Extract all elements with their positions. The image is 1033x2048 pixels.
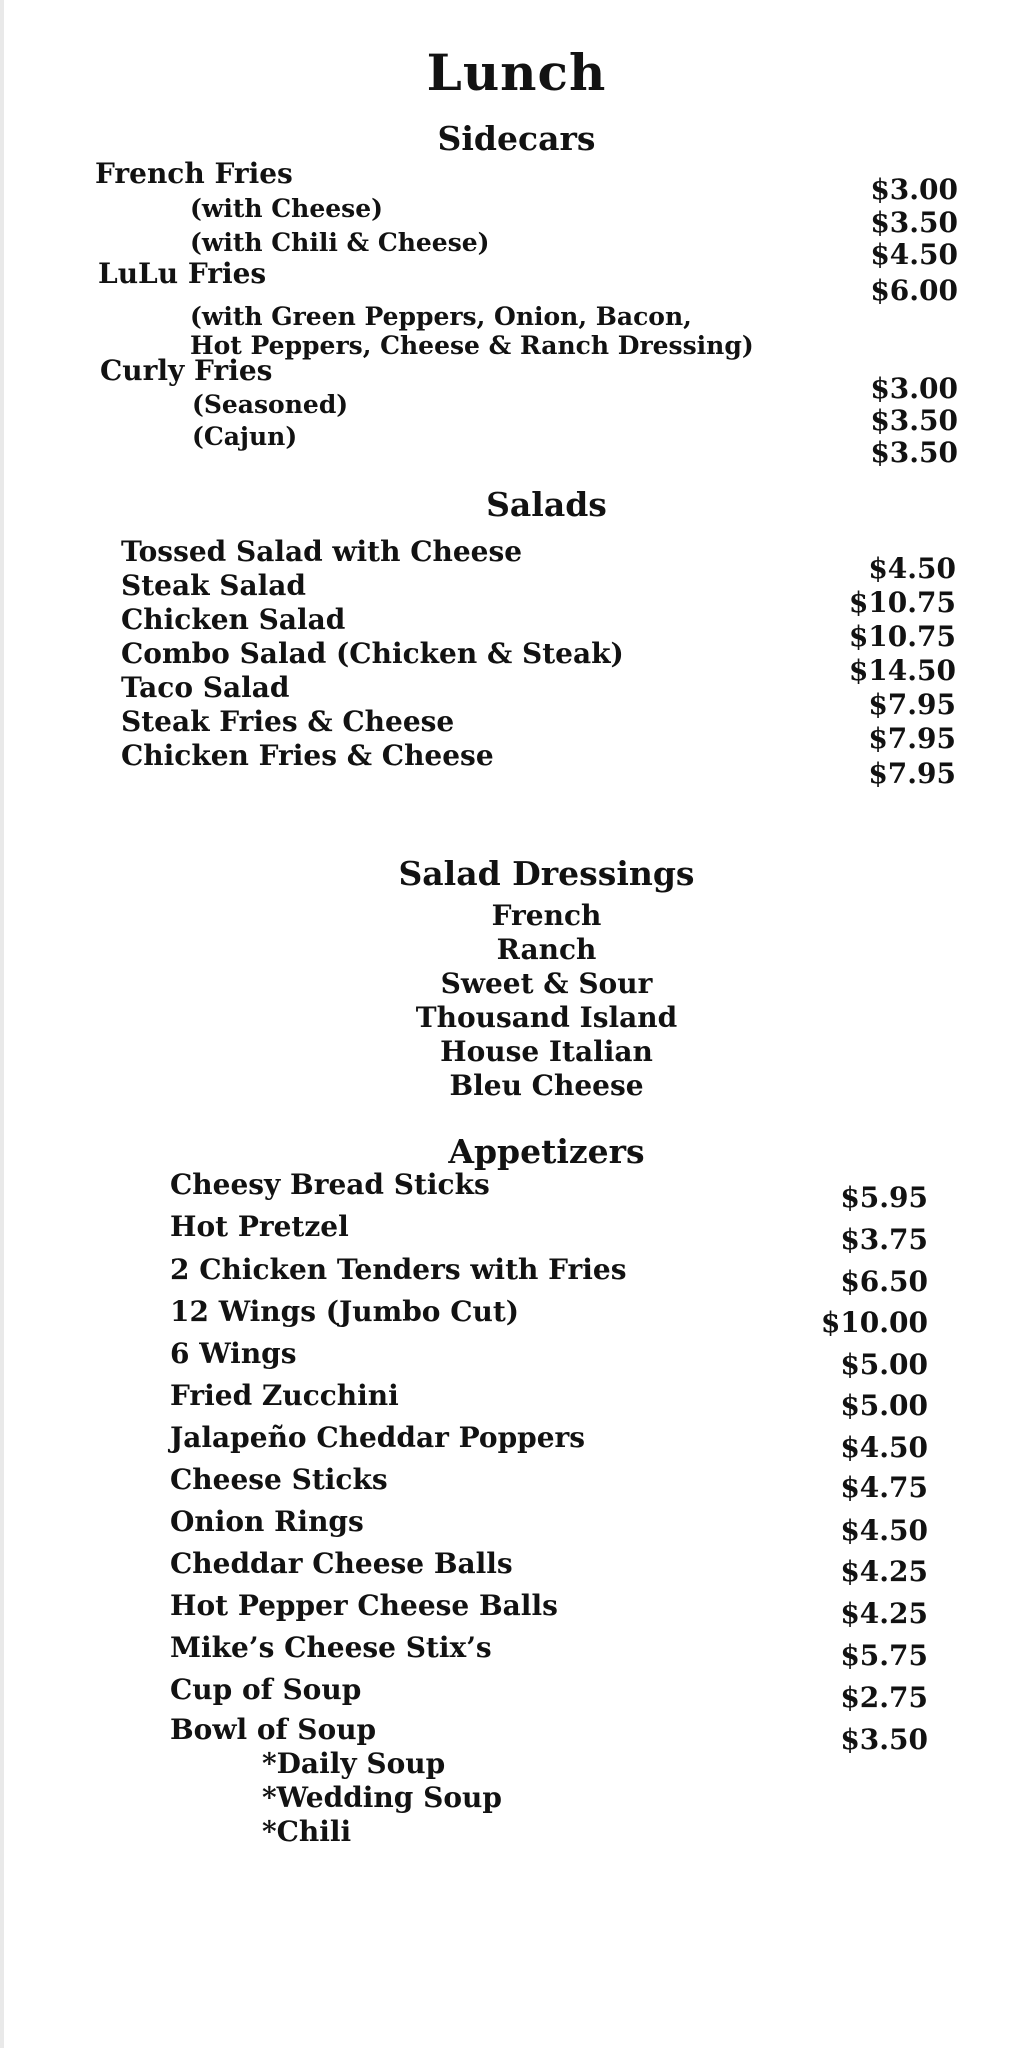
list-item: Hot Peppers, Cheese & Ranch Dressing) — [190, 331, 754, 360]
list-item: (with Chili & Cheese) — [190, 228, 490, 257]
list-item: 12 Wings (Jumbo Cut) — [170, 1295, 520, 1328]
price: $10.75 — [848, 586, 956, 619]
price: $3.75 — [840, 1223, 928, 1256]
list-item: Tossed Salad with Cheese — [121, 535, 523, 568]
list-item: House Italian — [440, 1035, 653, 1068]
list-item: Thousand Island — [415, 1001, 678, 1034]
list-item: (Seasoned) — [192, 390, 349, 419]
price: $14.50 — [848, 654, 956, 687]
price: $3.00 — [870, 173, 958, 206]
list-item: Steak Salad — [121, 569, 306, 602]
menu-title: Lunch — [426, 43, 607, 102]
list-item: Hot Pepper Cheese Balls — [170, 1589, 558, 1622]
price: $5.00 — [840, 1389, 928, 1422]
price: $4.25 — [840, 1597, 928, 1630]
list-item: Combo Salad (Chicken & Steak) — [121, 637, 624, 670]
appetizers-heading: Appetizers — [448, 1132, 645, 1171]
price: $4.50 — [840, 1514, 928, 1547]
sidecars-heading: Sidecars — [437, 119, 596, 158]
price: $7.95 — [868, 757, 956, 790]
price: $4.25 — [840, 1555, 928, 1588]
price: $3.50 — [870, 404, 958, 437]
list-item: French — [491, 899, 602, 932]
list-item: Cup of Soup — [170, 1673, 362, 1706]
list-item: Jalapeño Cheddar Poppers — [170, 1421, 586, 1454]
list-item: French Fries — [95, 157, 293, 190]
list-item: (with Cheese) — [190, 194, 383, 223]
list-item: Chicken Salad — [121, 603, 346, 636]
price: $7.95 — [868, 722, 956, 755]
list-item: Cheesy Bread Sticks — [170, 1168, 490, 1201]
list-item: Ranch — [496, 933, 597, 966]
price: $4.50 — [870, 238, 958, 271]
list-item: Hot Pretzel — [170, 1210, 349, 1243]
price: $4.50 — [840, 1431, 928, 1464]
price: $6.50 — [840, 1265, 928, 1298]
list-item: Onion Rings — [170, 1505, 364, 1538]
price: $5.00 — [840, 1348, 928, 1381]
list-item: Bleu Cheese — [449, 1069, 644, 1102]
list-item: Steak Fries & Cheese — [121, 705, 455, 738]
price: $3.00 — [870, 372, 958, 405]
salad-dressings-heading: Salad Dressings — [398, 854, 695, 893]
price: $4.75 — [840, 1471, 928, 1504]
list-item: LuLu Fries — [98, 257, 267, 290]
price: $5.95 — [840, 1181, 928, 1214]
price: $3.50 — [870, 206, 958, 239]
list-item: Sweet & Sour — [440, 967, 653, 1000]
list-item: *Daily Soup — [262, 1747, 446, 1780]
price: $10.75 — [848, 620, 956, 653]
list-item: Chicken Fries & Cheese — [121, 739, 494, 772]
list-item: *Chili — [262, 1815, 352, 1848]
price: $2.75 — [840, 1681, 928, 1714]
price: $3.50 — [840, 1723, 928, 1756]
list-item: Cheddar Cheese Balls — [170, 1547, 513, 1580]
list-item: (Cajun) — [192, 422, 298, 451]
salads-heading: Salads — [486, 485, 607, 524]
price: $5.75 — [840, 1639, 928, 1672]
list-item: *Wedding Soup — [262, 1781, 502, 1814]
price: $7.95 — [868, 688, 956, 721]
list-item: Curly Fries — [100, 354, 273, 387]
list-item: (with Green Peppers, Onion, Bacon, — [190, 302, 692, 331]
list-item: 2 Chicken Tenders with Fries — [170, 1253, 627, 1286]
list-item: Taco Salad — [121, 671, 290, 704]
list-item: Bowl of Soup — [170, 1713, 377, 1746]
price: $6.00 — [870, 274, 958, 307]
price: $10.00 — [820, 1306, 928, 1339]
price: $3.50 — [870, 436, 958, 469]
list-item: Cheese Sticks — [170, 1463, 388, 1496]
list-item: 6 Wings — [170, 1337, 297, 1370]
list-item: Mike’s Cheese Stix’s — [170, 1631, 492, 1664]
price: $4.50 — [868, 552, 956, 585]
list-item: Fried Zucchini — [170, 1379, 399, 1412]
